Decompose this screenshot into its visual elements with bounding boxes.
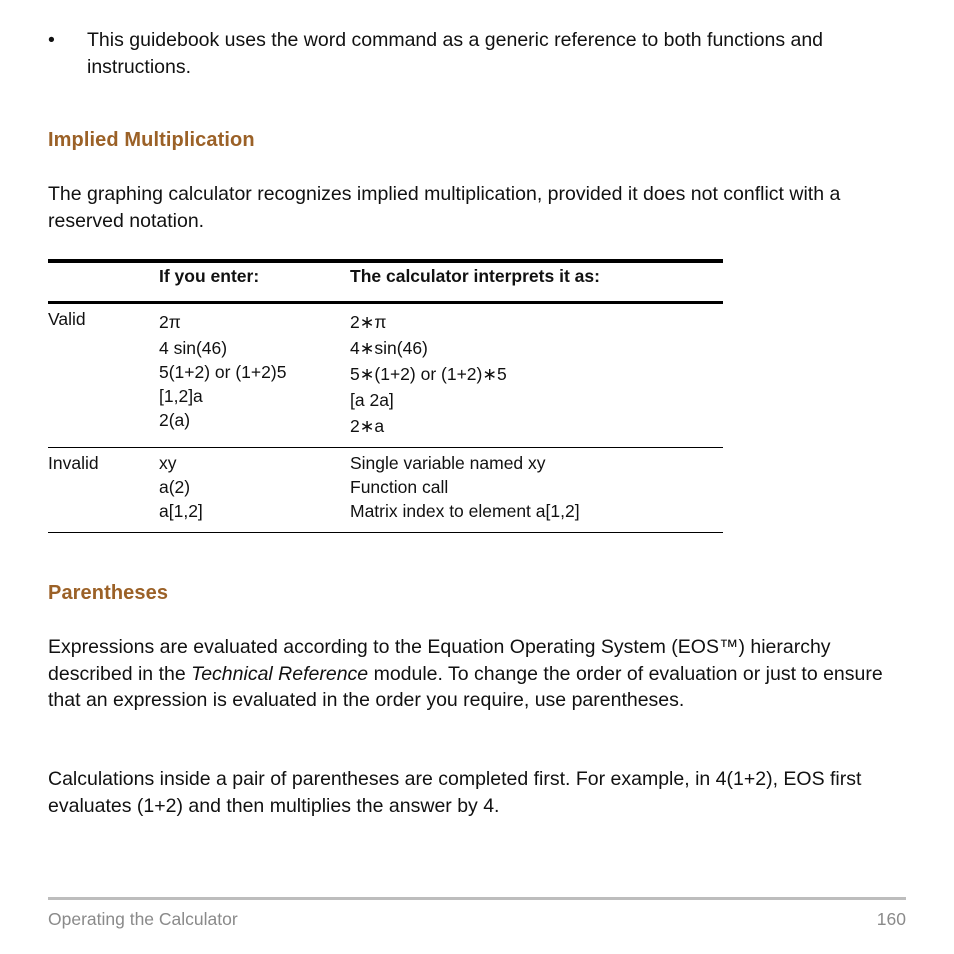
page-number: 160 xyxy=(876,909,906,929)
technical-reference-title: Technical Reference xyxy=(191,662,369,685)
invalid-interpreted-cell xyxy=(350,450,580,522)
valid-entered-cell xyxy=(159,309,286,431)
section-heading-implied-multiplication: Implied Multiplication xyxy=(48,129,255,151)
footer-rule xyxy=(48,897,906,900)
table-header-rule xyxy=(48,301,723,304)
entered-item: 4 sin(46) xyxy=(159,338,228,358)
implied-intro-paragraph: The graphing calculator recognizes implied multiplication, provided it does not conflict with a reserved notation. xyxy=(48,183,841,232)
invalid-entered-cell xyxy=(159,450,203,522)
row-label-valid: Valid xyxy=(48,309,86,329)
interpreted-item: Matrix index to element a[1,2] xyxy=(350,501,580,521)
entered-item: [1,2]a xyxy=(159,386,203,406)
interpreted-item: 4∗sin(46) xyxy=(350,338,428,358)
parentheses-paragraph-1-start: Expressions are evaluated according to the Equation Operating System (EOS™) hierarchy described in the xyxy=(48,636,831,685)
entered-item: 5(1+2) or (1+2)5 xyxy=(159,362,287,382)
table-top-rule xyxy=(48,259,723,263)
parentheses-paragraph-1 xyxy=(48,634,918,714)
interpreted-item: [a 2a] xyxy=(350,390,394,410)
section-heading-parentheses: Parentheses xyxy=(48,582,169,604)
interpreted-item: Function call xyxy=(350,477,449,497)
bullet-marker: • xyxy=(48,29,55,51)
bullet-text: This guidebook uses the word command as a generic reference to both functions and instructions. xyxy=(87,29,824,78)
interpreted-item: Single variable named xy xyxy=(350,453,546,473)
table-header-interpreted: The calculator interprets it as: xyxy=(350,266,600,286)
row-label-invalid: Invalid xyxy=(48,453,99,473)
interpreted-item: 2∗a xyxy=(350,416,385,436)
interpreted-item: 2∗π xyxy=(350,312,387,332)
footer-section-title: Operating the Calculator xyxy=(48,909,238,929)
interpreted-item: 5∗(1+2) or (1+2)∗5 xyxy=(350,364,507,384)
parentheses-paragraph-1-end: module. To change the order of evaluation or just to ensure that an expression is evaluated in the order you require, use parentheses. xyxy=(48,662,883,711)
entered-item: a(2) xyxy=(159,477,191,497)
table-header-entered: If you enter: xyxy=(159,266,260,286)
valid-interpreted-cell xyxy=(350,309,507,439)
table-bottom-rule xyxy=(48,532,723,533)
entered-item: xy xyxy=(159,453,177,473)
parentheses-paragraph-2: Calculations inside a pair of parentheses are completed first. For example, in 4(1+2), EOS first evaluates (1+2) and then multiplies the answer by 4. xyxy=(48,768,862,817)
table-row-divider xyxy=(48,447,723,448)
entered-item: 2(a) xyxy=(159,410,191,430)
entered-item: a[1,2] xyxy=(159,501,203,521)
entered-item: 2π xyxy=(159,312,181,332)
